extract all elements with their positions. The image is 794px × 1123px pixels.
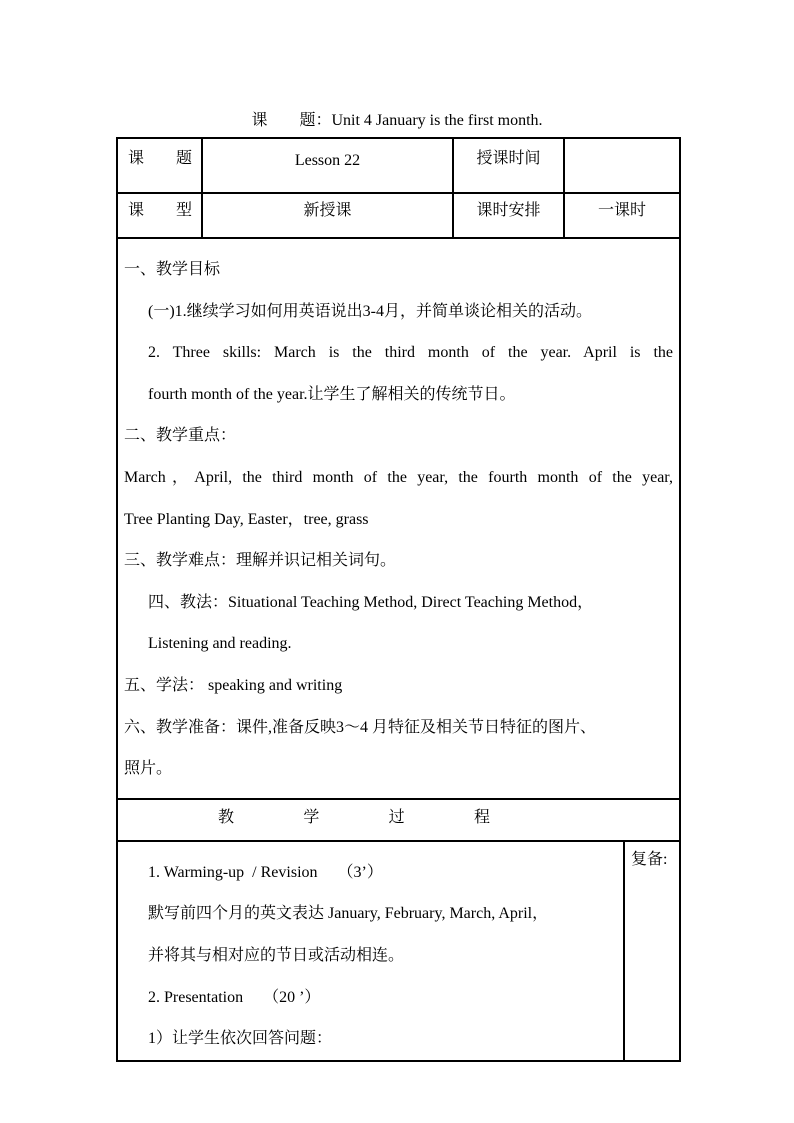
key-points-heading: 二、教学重点：: [124, 427, 237, 445]
class-time-label: 授课时间: [453, 138, 564, 193]
process-title-char: 过: [388, 808, 405, 826]
process-title: [117, 799, 680, 841]
step-1: 1. Warming-up / Revision （3’）: [148, 863, 383, 881]
lesson-type-value: 新授课: [202, 193, 453, 238]
key-points-line-1: March，April, the third month of the year, the fourth month of the year,: [124, 468, 673, 486]
topic-value: Lesson 22: [202, 138, 453, 193]
lesson-plan-table: [116, 137, 681, 1062]
goals-heading: 一、教学目标: [124, 261, 221, 278]
preparation-line-1: 六、教学准备：课件,准备反映3～4 月特征及相关节日特征的图片、: [124, 718, 597, 736]
goal-1: (一)1.继续学习如何用英语说出3-4月，并简单谈论相关的活动。: [148, 302, 592, 320]
objectives-section: [117, 238, 680, 799]
step-1-desc-line-1: 默写前四个月的英文表达 January, February, March, April，: [148, 905, 549, 923]
re-preparation-cell: 复备:: [624, 841, 680, 1061]
process-title-char: 教: [218, 808, 235, 826]
methods-line-2: Listening and reading.: [148, 635, 292, 653]
goal-2-line-1: 2. Three skills: March is the third month of the year. April is the: [148, 344, 673, 362]
arrangement-label: 课时安排: [453, 193, 564, 238]
process-row: [117, 841, 680, 1061]
goal-2-line-2: fourth month of the year.让学生了解相关的传统节日。: [148, 385, 516, 403]
topic-row: [117, 138, 680, 193]
key-points-line-2: Tree Planting Day, Easter，tree, grass: [124, 510, 369, 528]
process-title-char: 程: [473, 808, 490, 826]
arrangement-value: 一课时: [564, 193, 680, 238]
type-row: [117, 193, 680, 238]
objectives-row: [117, 238, 680, 799]
step-2-sub-1: 1）让学生依次回答问题：: [148, 1030, 333, 1048]
process-title-char: 学: [303, 808, 320, 826]
learning-methods: 五、学法： speaking and writing: [124, 676, 343, 694]
step-1-desc-line-2: 并将其与相对应的节日或活动相连。: [148, 946, 405, 964]
class-time-value: [564, 138, 680, 193]
lesson-type-label: 课 型: [117, 193, 202, 238]
page-title: 课 题：Unit 4 January is the first month.: [251, 112, 543, 129]
methods-line-1: 四、教法：Situational Teaching Method, Direct Teaching Method，: [148, 593, 594, 611]
difficulties: 三、教学难点：理解并识记相关词句。: [124, 552, 397, 570]
step-2: 2. Presentation （20 ’）: [148, 988, 321, 1006]
preparation-line-2: 照片。: [124, 760, 173, 778]
topic-label: 课 题: [117, 138, 202, 193]
process-title-row: [117, 799, 680, 841]
process-steps: [117, 841, 624, 1061]
